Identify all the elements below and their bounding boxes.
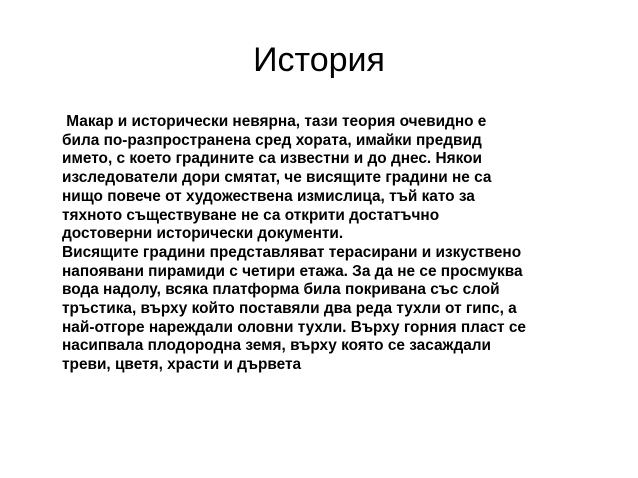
paragraph-2 bbox=[62, 244, 622, 375]
slide-body bbox=[62, 113, 622, 375]
text-line: насипвала плодородна земя, върху която се засаждали bbox=[62, 337, 492, 355]
text-line: Висящите градини представляват терасирани и изкуствено bbox=[62, 243, 522, 261]
text-line: вода надолу, всяка платформа била покривана със слой bbox=[62, 281, 500, 299]
text-line: Макар и исторически невярна, тази теория очевидно е bbox=[62, 113, 487, 130]
text-line: изследователи дори смятат, че висящите градини не са bbox=[62, 169, 492, 187]
paragraph-1 bbox=[62, 113, 622, 244]
text-line: достоверни исторически документи. bbox=[62, 225, 344, 243]
text-line: тръстика, върху който поставяли два реда тухли от гипс, а bbox=[62, 300, 517, 318]
text-line: била по-разпространена сред хората, имайки предвид bbox=[62, 131, 482, 149]
text-line: треви, цветя, храсти и дървета bbox=[62, 356, 302, 374]
text-line: нищо повече от художествена измислица, тъй като за bbox=[62, 187, 475, 205]
text-line: напоявани пирамиди с четири етажа. За да не се просмуква bbox=[62, 262, 523, 280]
slide-title: История bbox=[253, 41, 385, 79]
text-line: името, с което градините са известни и до днес. Някои bbox=[62, 150, 482, 168]
text-line: най-отгоре нареждали оловни тухли. Върху горния пласт се bbox=[62, 318, 526, 336]
text-line: тяхното съществуване не са открити достатъчно bbox=[62, 206, 440, 224]
